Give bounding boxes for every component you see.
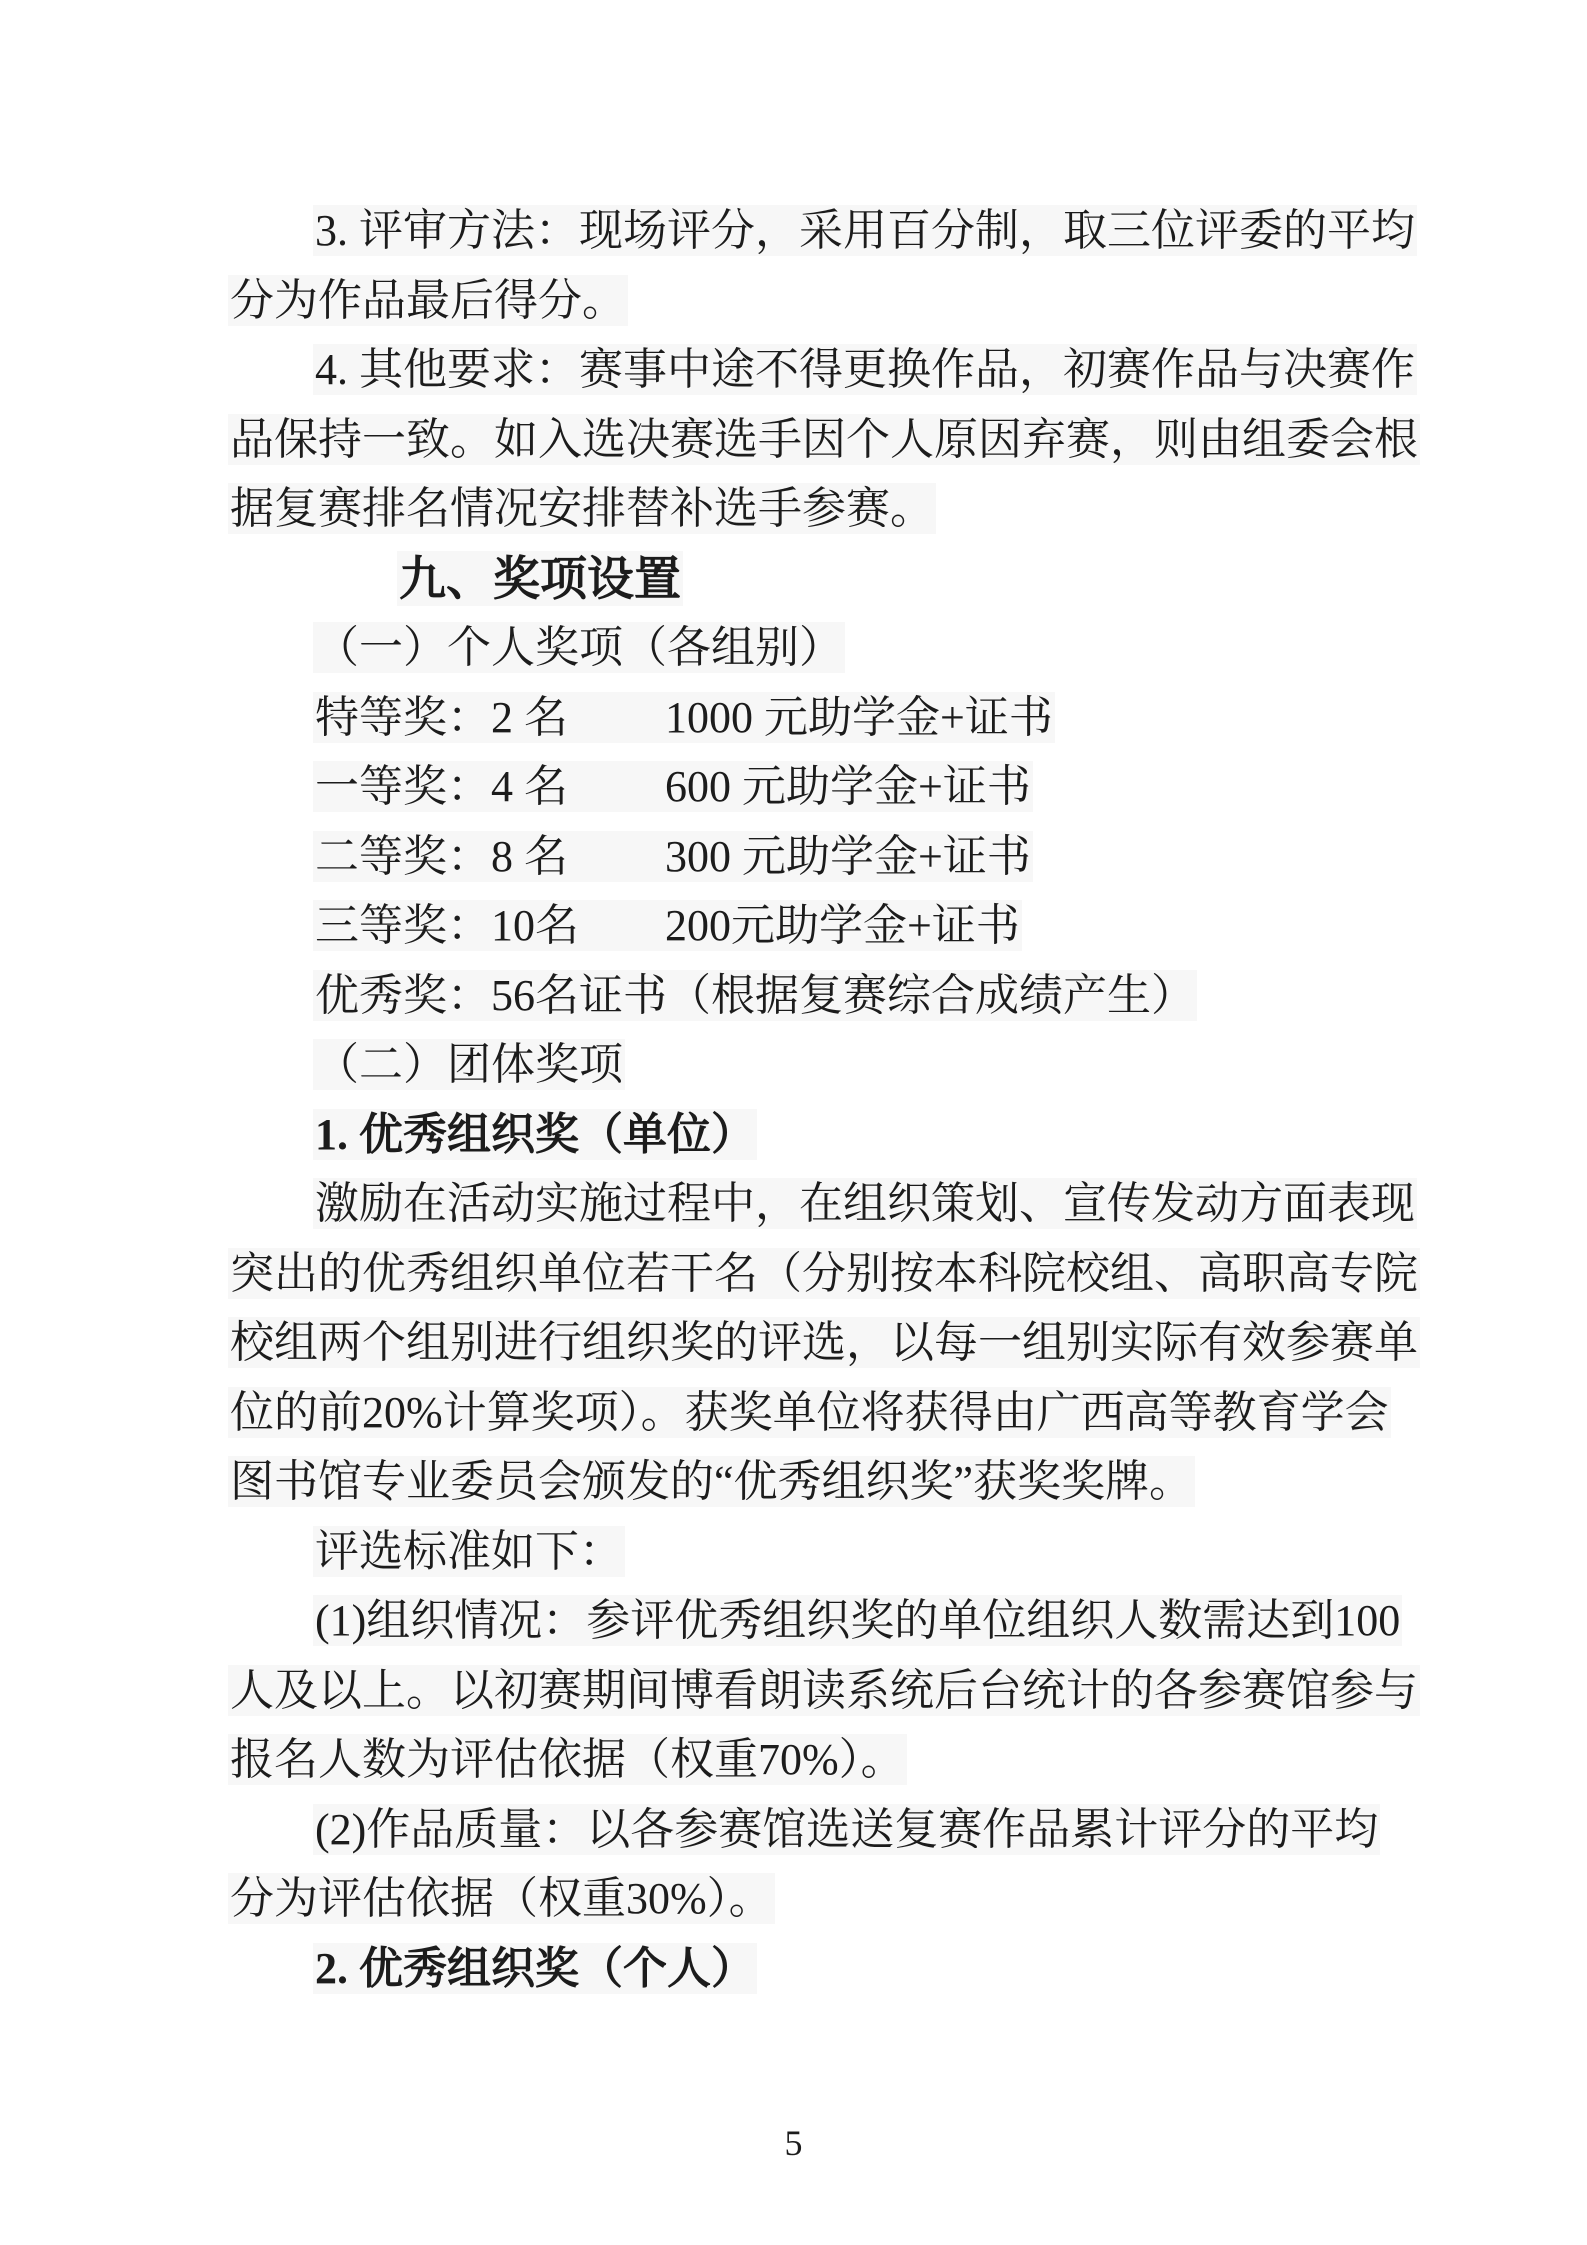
line-text: 图书馆专业委员会颁发的“优秀组织奖”获奖奖牌。 bbox=[230, 1457, 1194, 1506]
line-text: 九、奖项设置 bbox=[399, 551, 681, 605]
text-line bbox=[228, 1586, 1401, 1656]
line-text: 3. 评审方法：现场评分，采用百分制，取三位评委的平均 bbox=[315, 206, 1415, 255]
text-line bbox=[228, 1378, 1398, 1448]
text-line bbox=[228, 196, 1415, 266]
subsection-heading bbox=[228, 1934, 1398, 2004]
line-text bbox=[313, 900, 1022, 951]
text-line bbox=[228, 1725, 1398, 1795]
line-text: 突出的优秀组织单位若干名（分别按本科院校组、高职高专院 bbox=[230, 1248, 1418, 1298]
line-text: 1. 优秀组织奖（单位） bbox=[315, 1109, 755, 1159]
text-line bbox=[228, 1517, 1398, 1587]
text-line bbox=[228, 1239, 1418, 1309]
text-line bbox=[228, 613, 1398, 683]
line-text: （一）个人奖项（各组别） bbox=[315, 623, 843, 672]
line-text: 评选标准如下： bbox=[315, 1526, 623, 1576]
line-text: 报名人数为评估依据（权重70%）。 bbox=[230, 1735, 905, 1784]
line-text: (1)组织情况：参评优秀组织奖的单位组织人数需达到100 bbox=[315, 1596, 1401, 1645]
award-label: 三等奖：10名 bbox=[315, 901, 579, 950]
line-text bbox=[313, 692, 1055, 743]
subsection-heading bbox=[228, 1100, 1398, 1170]
line-text: 优秀奖：56名证书（根据复赛综合成绩产生） bbox=[315, 970, 1195, 1020]
text-line bbox=[228, 335, 1415, 405]
text-line bbox=[228, 474, 1398, 544]
award-line bbox=[228, 822, 1398, 892]
line-text: 位的前20%计算奖项）。获奖单位将获得由广西高等教育学会 bbox=[230, 1387, 1389, 1437]
section-heading bbox=[228, 544, 1398, 614]
text-line bbox=[228, 1030, 1398, 1100]
award-label: 特等奖：2 名 bbox=[315, 692, 568, 742]
award-label: 二等奖：8 名 bbox=[315, 831, 568, 881]
award-prize: 300 元助学金+证书 bbox=[665, 831, 1031, 881]
text-line bbox=[228, 405, 1418, 475]
text-line bbox=[228, 1656, 1418, 1726]
line-text: (2)作品质量：以各参赛馆选送复赛作品累计评分的平均 bbox=[315, 1804, 1379, 1854]
text-line bbox=[228, 1447, 1398, 1517]
document-body bbox=[228, 196, 1418, 2003]
award-line bbox=[228, 891, 1398, 961]
award-prize: 1000 元助学金+证书 bbox=[665, 692, 1053, 742]
award-line bbox=[228, 752, 1398, 822]
line-text: （二）团体奖项 bbox=[315, 1040, 623, 1089]
line-text: 据复赛排名情况安排替补选手参赛。 bbox=[230, 484, 934, 533]
text-line bbox=[228, 961, 1398, 1031]
award-prize: 200元助学金+证书 bbox=[665, 901, 1020, 950]
line-text: 品保持一致。如入选决赛选手因个人原因弃赛，则由组委会根 bbox=[230, 414, 1418, 464]
text-line bbox=[228, 1308, 1418, 1378]
line-text: 分为作品最后得分。 bbox=[230, 275, 626, 325]
text-line bbox=[228, 266, 1398, 336]
line-text: 激励在活动实施过程中，在组织策划、宣传发动方面表现 bbox=[315, 1179, 1415, 1228]
line-text bbox=[313, 831, 1033, 882]
line-text: 分为评估依据（权重30%）。 bbox=[230, 1874, 773, 1923]
award-prize: 600 元助学金+证书 bbox=[665, 762, 1031, 811]
text-line bbox=[228, 1795, 1398, 1865]
line-text: 2. 优秀组织奖（个人） bbox=[315, 1943, 755, 1993]
text-line bbox=[228, 1864, 1398, 1934]
text-line bbox=[228, 1169, 1415, 1239]
award-line bbox=[228, 683, 1398, 753]
line-text: 人及以上。以初赛期间博看朗读系统后台统计的各参赛馆参与 bbox=[230, 1665, 1418, 1715]
award-label: 一等奖：4 名 bbox=[315, 762, 568, 811]
line-text: 4. 其他要求：赛事中途不得更换作品，初赛作品与决赛作 bbox=[315, 345, 1415, 394]
page-number: 5 bbox=[784, 2123, 803, 2163]
line-text: 校组两个组别进行组织奖的评选，以每一组别实际有效参赛单 bbox=[230, 1318, 1418, 1367]
line-text bbox=[313, 761, 1033, 812]
